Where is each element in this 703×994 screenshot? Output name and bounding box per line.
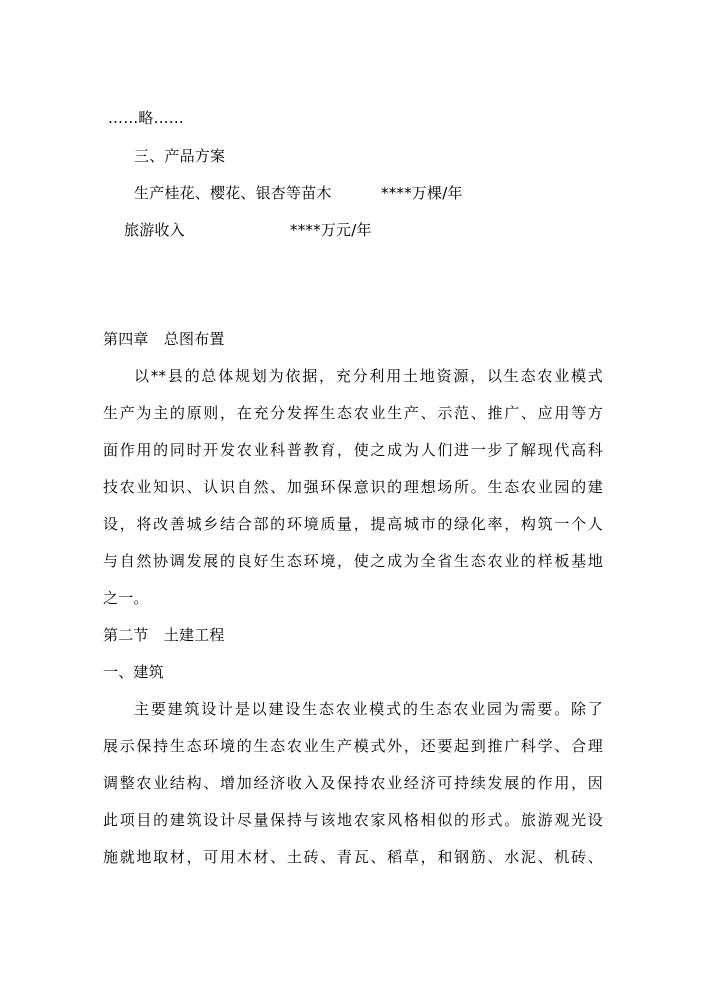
building-para-line: 施就地取材，可用木材、土砖、青瓦、稻草，和钢筋、水泥、机砖、 — [103, 848, 603, 866]
building-para-line: 此项目的建筑设计尽量保持与该地农家风格相似的形式。旅游观光设 — [103, 811, 603, 829]
subsection1-heading: 一、建筑 — [103, 663, 164, 681]
product-row-1-item: 生产桂花、樱花、银杏等苗木 — [134, 184, 332, 202]
chapter4-para-line: 与自然协调发展的良好生态环境，使之成为全省生态农业的样板基地 — [103, 552, 603, 570]
chapter4-para-line: 之一。 — [103, 589, 149, 607]
chapter4-heading: 第四章 总图布置 — [103, 330, 225, 348]
building-para-line: 展示保持生态环境的生态农业生产模式外，还要起到推广科学、合理 — [103, 737, 603, 755]
section3-heading: 三、产品方案 — [134, 147, 226, 165]
section2-heading: 第二节 土建工程 — [103, 626, 225, 644]
product-row-2-value: ****万元/年 — [290, 221, 372, 239]
product-row-1-value: ****万棵/年 — [381, 184, 463, 202]
product-row-2-item: 旅游收入 — [124, 221, 185, 239]
building-para-line: 调整农业结构、增加经济收入及保持农业经济可持续发展的作用，因 — [103, 774, 603, 792]
chapter4-para-line: 面作用的同时开发农业科普教育，使之成为人们进一步了解现代高科 — [103, 441, 603, 459]
chapter4-para-line: 设，将改善城乡结合部的环境质量，提高城市的绿化率，构筑一个人 — [103, 515, 603, 533]
omitted-marker: ……略…… — [108, 109, 185, 127]
chapter4-para-line: 生产为主的原则，在充分发挥生态农业生产、示范、推广、应用等方 — [103, 404, 603, 422]
building-para-line: 主要建筑设计是以建设生态农业模式的生态农业园为需要。除了 — [134, 700, 603, 718]
chapter4-para-line: 技农业知识、认识自然、加强环保意识的理想场所。生态农业园的建 — [103, 478, 603, 496]
chapter4-para-line: 以**县的总体规划为依据，充分利用土地资源，以生态农业模式 — [134, 367, 603, 385]
